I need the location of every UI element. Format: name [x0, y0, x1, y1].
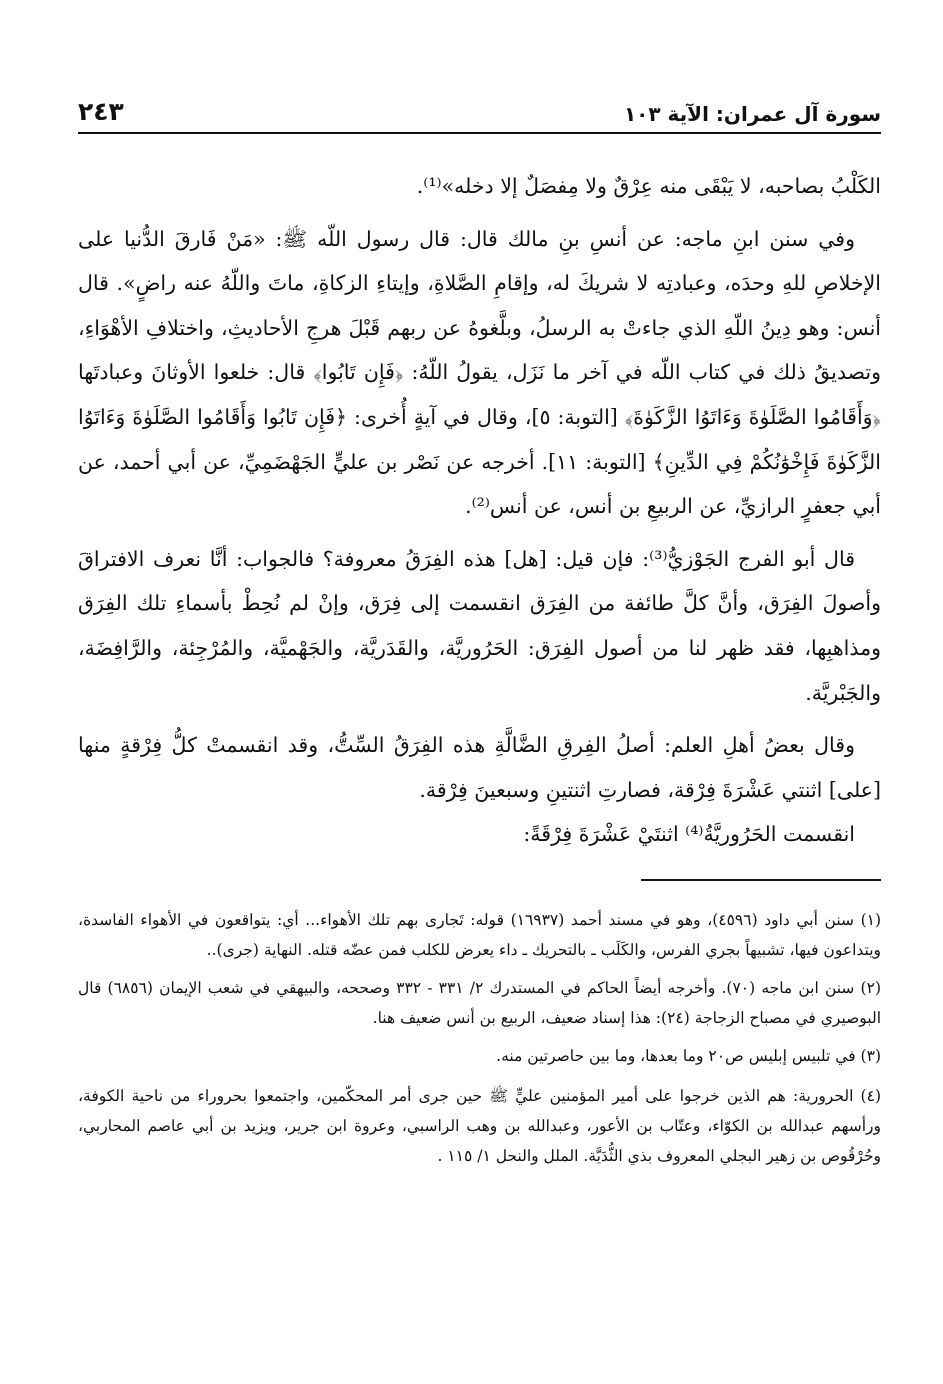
- paragraph: قال أبو الفرج الجَوْزيُّ⁽³⁾: فإن قيل: [هل] هذه الفِرَقُ معروفة؟ فالجواب: أنَّا نعرف الافتراقَ وأصولَ الفِرَق، وأنَّ كلَّ طائفة من الفِرَق انقسمت إلى فِرَق، وإنْ لم نُحِطْ بأسماءِ تلك الفِرَق ومذاهبِها، فقد ظهر لنا من أصول الفِرَق: الحَرُوريَّة، والقَدَريَّة، والجَهْميَّة، والمُرْجِئة، والرَّافِضَة، والجَبْريَّة.: [78, 546, 881, 705]
- paragraph: الكَلْبُ بصاحبه، لا يَبْقَى منه عِرْقٌ ولا مِفصَلٌ إلا دخله»⁽¹⁾.: [416, 174, 881, 198]
- page-header: [78, 90, 881, 134]
- footnotes: [78, 905, 881, 1171]
- footnote: (٢) سنن ابن ماجه (٧٠). وأخرجه أيضاً الحاكم في المستدرك ٢/ ٣٣١ - ٣٣٢ وصححه، والبيهقي في شعب الإيمان (٦٨٥٦) قال البوصيري في مصباح الزجاجة (٢٤): هذا إسناد ضعيف، الربيع بن أنس ضعيف هنا.: [78, 978, 881, 1027]
- paragraph: وقال بعضُ أهلِ العلم: أصلُ الفِرقِ الضَّالَّةِ هذه الفِرَقُ السِّتُّ، وقد انقسمتْ كلُّ فِرْقةٍ منها [على] اثنتي عَشْرَةَ فِرْقة، فصارتِ اثنتينِ وسبعينَ فِرْقة.: [78, 733, 881, 802]
- paragraph: وفي سنن ابنِ ماجه: عن أنسِ بنِ مالك قال: قال رسول اللّه ﷺ: «مَنْ فَارقَ الدُّنيا على الإخلاصِ للهِ وحدَه، وعبادتِه لا شريكَ له، وإقامِ الصَّلاةِ، وإيتاءِ الزكاةِ، ماتَ واللّهُ عنه راضٍ». قال أنس: وهو دِينُ اللّهِ الذي جاءتْ به الرسلُ، وبلَّغوهُ عن ربهم قَبْلَ هرجِ الأحاديثِ، واختلافِ الأهْوَاءِ، وتصديقُ ذلك في كتاب اللّه في آخر ما نَزَل، يقولُ اللّهُ: ﴿فَإِن تَابُوا﴾ قال: خلعوا الأوثانَ وعبادتَها ﴿وَأَقَامُوا الصَّلَوٰةَ وَءَاتَوُا الزَّكَوٰةَ﴾ [التوبة: ٥]، وقال في آيةٍ أُخرى: ﴿فَإِن تَابُوا وَأَقَامُوا الصَّلَوٰةَ وَءَاتَوُا الزَّكَوٰةَ فَإِخْوَٰنُكُمْ فِي الدِّينِ﴾ [التوبة: ١١]. أخرجه عن نَصْر بن عليٍّ الجَهْضَمِيِّ، عن أبي أحمد، عن أبي جعفرٍ الرازيِّ، عن الربيعِ بن أنس، عن أنس⁽²⁾.: [78, 226, 882, 519]
- footnote-separator: [641, 879, 881, 881]
- footnote: (١) سنن أبي داود (٤٥٩٦)، وهو في مسند أحمد (١٦٩٣٧) قوله: تَجارى بهم تلك الأهواء... أي: يتواقعون في الأهواء الفاسدة، ويتداعون فيها، تشبيهاً بجري الفرس، والكَلَب ـ بالتحريك ـ داء يعرض للكلب فمن عضّه قتله. النهاية (جرى)..: [78, 910, 882, 959]
- document-page: [78, 90, 881, 1364]
- main-text: [78, 164, 881, 857]
- footnote: (٤) الحرورية: هم الذين خرجوا على أمير المؤمنين عليٍّ ﷺ حين جرى أمر المحكّمين، واجتمعوا بحروراء من ناحية الكوفة، ورأسهم عبدالله بن الكوّاء، وعتّاب بن الأعور، وعبدالله بن وهب الراسبي، وعروة ابن جرير، ويزيد بن أبي عاصم المحاربي، وحُرْقُوص بن زهير البجلي المعروف بذي الثُّدَيَّة. الملل والنحل ١/ ١١٥ .: [78, 1086, 881, 1165]
- running-title: سورة آل عمران: الآية ١٠٣: [623, 102, 881, 126]
- footnote: (٣) في تلبيس إبليس ص٢٠ وما بعدها، وما بين حاصرتين منه.: [496, 1046, 881, 1065]
- page-number: ٢٤٣: [78, 97, 124, 126]
- paragraph: انقسمت الحَرُوريَّةُ⁽⁴⁾ اثنتَيْ عَشْرَةَ فِرْقَةً:: [523, 822, 855, 847]
